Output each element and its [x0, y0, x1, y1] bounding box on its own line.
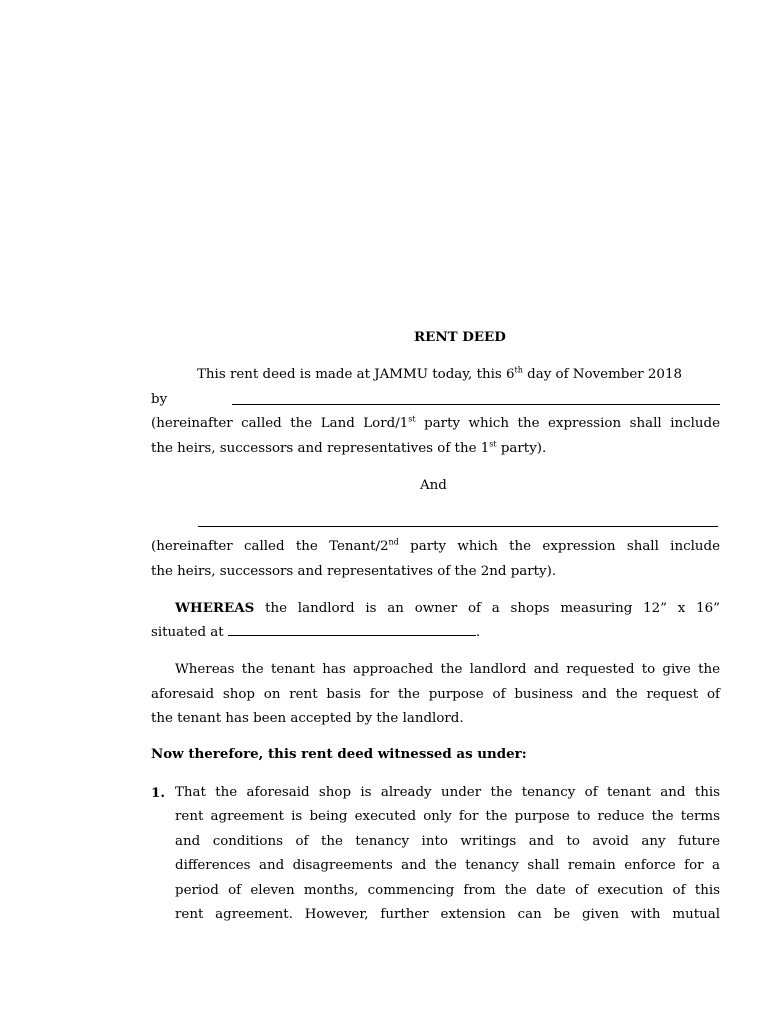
party2-line1 — [151, 538, 720, 556]
situated-at-label: situated at — [151, 625, 228, 640]
clause1-line1: That the aforesaid shop is already under the tenancy of tenant and this — [175, 785, 720, 800]
situated-period: . — [475, 625, 481, 640]
clause1-line5: period of eleven months, commencing from the date of execution of this — [175, 883, 720, 898]
intro-sup: th — [514, 365, 523, 375]
party2-line1-pre: (hereinafter called the Tenant/2 — [151, 539, 389, 554]
clause1-line3: and conditions of the tenancy into writings and to avoid any future — [175, 834, 720, 849]
and-label: And — [420, 478, 447, 493]
clause1-line6: rent agreement. However, further extension can be given with mutual — [175, 907, 720, 922]
party1-line2-pre: the heirs, successors and representatives of the 1 — [151, 441, 490, 456]
by-label: by — [151, 392, 168, 407]
now-therefore-heading: Now therefore, this rent deed witnessed as under: — [151, 746, 527, 762]
whereas2-line1: Whereas the tenant has approached the landlord and requested to give the — [175, 662, 720, 677]
whereas1-text: the landlord is an owner of a shops measuring 12” x 16” — [254, 601, 720, 616]
party1-line2-post: party). — [496, 441, 547, 456]
clause1-line2: rent agreement is being executed only for the purpose to reduce the terms — [175, 809, 720, 824]
party1-line2 — [151, 440, 546, 458]
intro-text-pre: This rent deed is made at JAMMU today, this 6 — [197, 367, 515, 382]
intro-line — [197, 366, 682, 384]
party2-line2: the heirs, successors and representatives of the 2nd party). — [151, 564, 557, 579]
whereas1-line1 — [175, 599, 720, 618]
party2-line1-sup: nd — [388, 537, 399, 547]
landlord-name-blank — [232, 404, 720, 405]
tenant-name-blank — [198, 526, 718, 527]
whereas1-line2 — [151, 624, 480, 642]
party2-line1-post: party which the expression shall include — [398, 539, 720, 554]
party1-line1-post: party which the expression shall include — [415, 416, 721, 431]
shop-location-blank — [228, 624, 476, 636]
whereas2-line3: the tenant has been accepted by the landlord. — [151, 711, 464, 726]
party1-line1 — [151, 415, 720, 433]
party1-line2-sup: st — [489, 439, 497, 449]
party1-line1-pre: (hereinafter called the Land Lord/1 — [151, 416, 409, 431]
document-title: RENT DEED — [414, 329, 506, 345]
whereas-bold: WHEREAS — [175, 600, 255, 616]
clause1-number: 1. — [151, 785, 165, 801]
whereas2-line2: aforesaid shop on rent basis for the purpose of business and the request of — [151, 687, 720, 702]
clause1-line4: differences and disagreements and the tenancy shall remain enforce for a — [175, 858, 720, 873]
party1-line1-sup: st — [408, 414, 416, 424]
intro-text-post: day of November 2018 — [522, 367, 682, 382]
